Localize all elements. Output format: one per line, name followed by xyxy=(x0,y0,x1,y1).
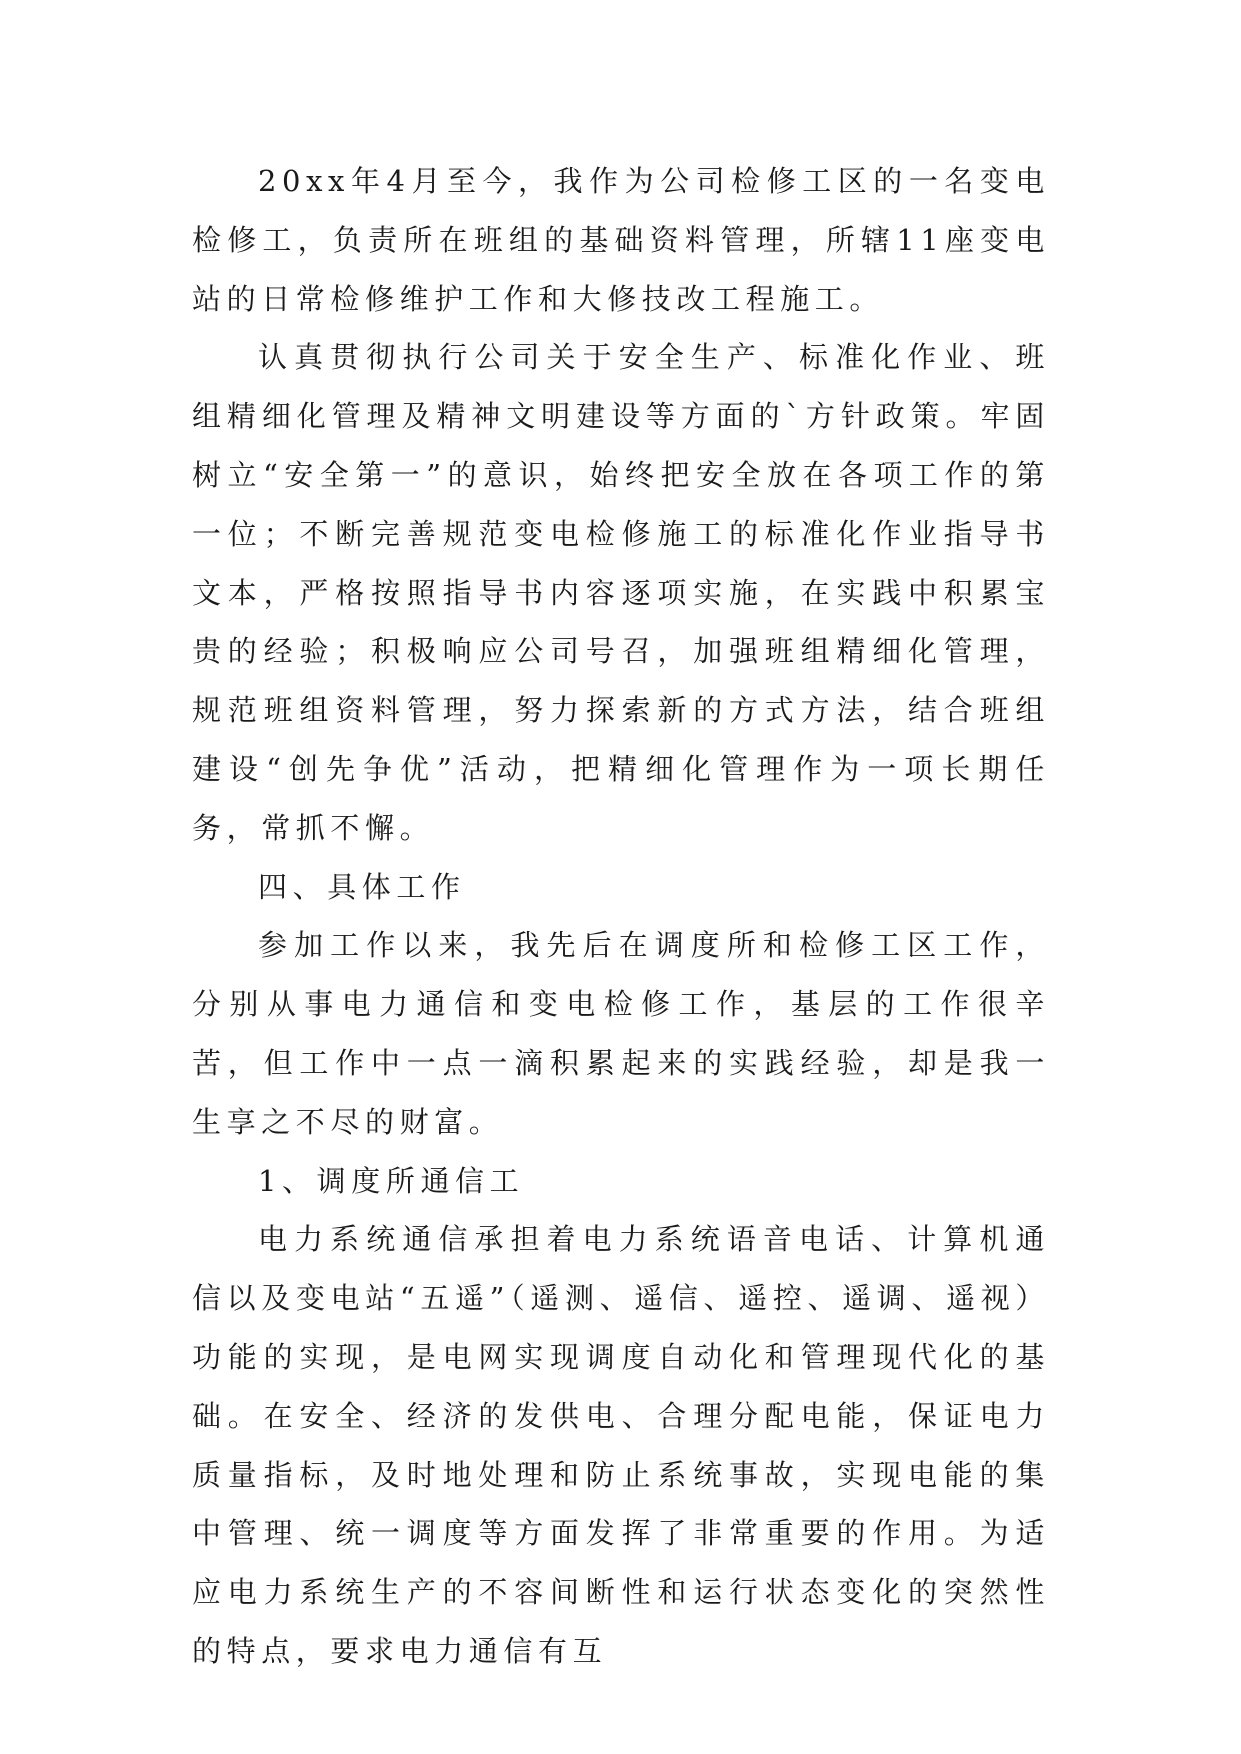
paragraph-power-communication: 电力系统通信承担着电力系统语音电话、计算机通信以及变电站“五遥”（遥测、遥信、遥控、遥调、遥视）功能的实现，是电网实现调度自动化和管理现代化的基础。在安全、经济的发供电、合理分配电能，保证电力质量指标，及时地处理和防止系统事故，实现电能的集中管理、统一调度等方面发挥了非常重要的作用。为适应电力系统生产的不容间断性和运行状态变化的突然性的特点，要求电力通信有互 xyxy=(192,1222,1050,1668)
paragraph-work-experience: 参加工作以来，我先后在调度所和检修工区工作，分别从事电力通信和变电检修工作，基层的工作很辛苦，但工作中一点一滴积累起来的实践经验，却是我一生享之不尽的财富。 xyxy=(192,928,1050,1139)
paragraph-safety-management: 认真贯彻执行公司关于安全生产、标准化作业、班组精细化管理及精神文明建设等方面的`方针政策。牢固树立“安全第一”的意识，始终把安全放在各项工作的第一位；不断完善规范变电检修施工的标准化作业指导书文本，严格按照指导书内容逐项实施，在实践中积累宝贵的经验；积极响应公司号召，加强班组精细化管理，规范班组资料管理，努力探索新的方式方法，结合班组建设“创先争优”活动，把精细化管理作为一项长期任务，常抓不懈。 xyxy=(192,340,1050,845)
section-heading-specific-work: 四、具体工作 xyxy=(258,869,466,904)
paragraph-work-history: 20xx年4月至今，我作为公司检修工区的一名变电检修工，负责所在班组的基础资料管理，所辖11座变电站的日常检修维护工作和大修技改工程施工。 xyxy=(192,164,1050,316)
subsection-heading-dispatch-communication: 1、调度所通信工 xyxy=(258,1163,525,1198)
document-body xyxy=(192,152,1050,1681)
